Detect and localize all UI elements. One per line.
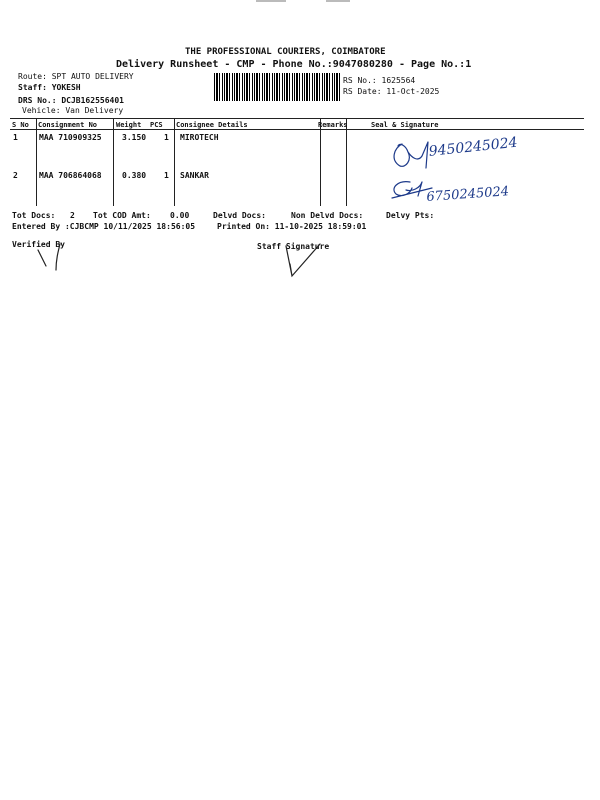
row2-consignee: SANKAR bbox=[180, 171, 209, 180]
row1-sno: 1 bbox=[13, 133, 18, 142]
col-header-remarks: Remarks bbox=[318, 121, 348, 129]
row2-consignment: MAA 706864068 bbox=[39, 171, 102, 180]
tot-cod-value: 0.00 bbox=[170, 211, 190, 220]
entered-by: Entered By :CJBCMP 10/11/2025 18:56:05 bbox=[12, 222, 196, 231]
col-header-sno: S No bbox=[12, 121, 29, 129]
scan-artifact bbox=[326, 0, 350, 2]
table-col-divider bbox=[320, 118, 321, 206]
rs-date: RS Date: 11-Oct-2025 bbox=[343, 87, 440, 96]
col-header-consignment: Consignment No bbox=[38, 121, 98, 129]
table-col-divider bbox=[36, 118, 37, 206]
row1-consignee: MIROTECH bbox=[180, 133, 219, 142]
col-header-consignee: Consignee Details bbox=[176, 121, 248, 129]
route-label: Route: SPT AUTO DELIVERY bbox=[18, 72, 134, 81]
tot-docs-value: 2 bbox=[70, 211, 75, 220]
table-header-border bbox=[10, 129, 584, 130]
col-header-seal: Seal & Signature bbox=[371, 121, 439, 129]
drs-number: DRS No.: DCJB162556401 bbox=[18, 96, 124, 105]
delvy-pts-label: Delvy Pts: bbox=[386, 211, 435, 220]
verified-by-label: Verified By bbox=[12, 240, 65, 249]
tot-docs-label: Tot Docs: bbox=[12, 211, 56, 220]
row1-weight: 3.150 bbox=[122, 133, 147, 142]
scan-artifact bbox=[256, 0, 286, 2]
col-header-pcs: PCS bbox=[150, 121, 163, 129]
printed-on: Printed On: 11-10-2025 18:59:01 bbox=[217, 222, 367, 231]
row2-signature-number: 6750245024 bbox=[426, 184, 510, 205]
row2-sno: 2 bbox=[13, 171, 18, 180]
row1-signature-number: 9450245024 bbox=[428, 134, 519, 160]
table-col-divider bbox=[174, 118, 175, 206]
row2-pcs: 1 bbox=[164, 171, 169, 180]
staff-signature-mark bbox=[286, 244, 326, 280]
company-title: THE PROFESSIONAL COURIERS, COIMBATORE bbox=[185, 47, 386, 57]
row2-signature-scrawl bbox=[388, 176, 398, 186]
staff-signature-label: Staff Signature bbox=[257, 242, 330, 251]
barcode bbox=[214, 73, 340, 101]
staff-label: Staff: YOKESH bbox=[18, 83, 81, 92]
tot-cod-label: Tot COD Amt: bbox=[93, 211, 151, 220]
table-col-divider bbox=[346, 118, 347, 206]
runsheet-subtitle: Delivery Runsheet - CMP - Phone No.:9047080280 - Page No.:1 bbox=[116, 59, 472, 70]
row2-weight: 0.380 bbox=[122, 171, 147, 180]
rs-number: RS No.: 1625564 bbox=[343, 76, 416, 85]
non-delvd-docs-label: Non Delvd Docs: bbox=[291, 211, 364, 220]
row1-signature-scrawl bbox=[388, 138, 398, 148]
table-col-divider bbox=[113, 118, 114, 206]
vehicle-label: Vehicle: Van Delivery bbox=[22, 106, 124, 115]
col-header-weight: Weight bbox=[116, 121, 142, 129]
table-top-border bbox=[10, 118, 584, 119]
delvd-docs-label: Delvd Docs: bbox=[213, 211, 266, 220]
row1-consignment: MAA 710909325 bbox=[39, 133, 102, 142]
row1-pcs: 1 bbox=[164, 133, 169, 142]
verified-by-signature bbox=[36, 244, 66, 274]
